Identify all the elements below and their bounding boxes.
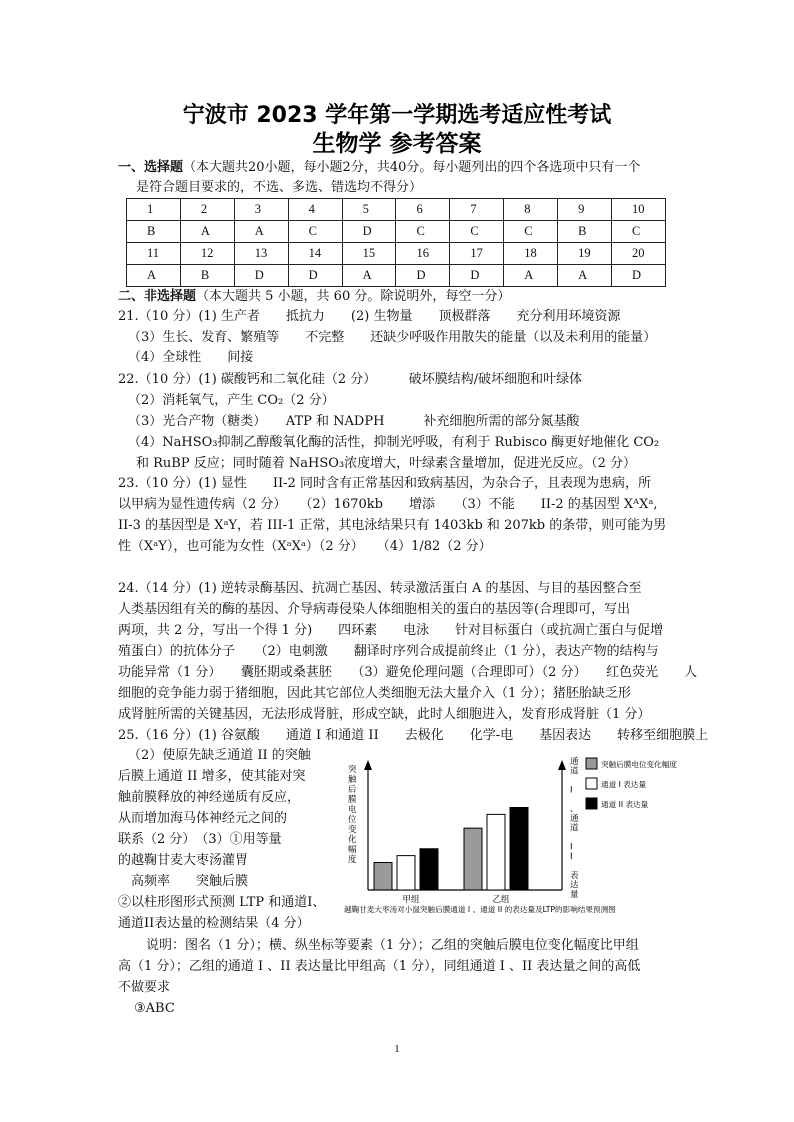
table-cell: C bbox=[612, 221, 666, 243]
table-cell: 20 bbox=[612, 243, 666, 265]
page-number: 1 bbox=[394, 1043, 400, 1055]
chart-legend-label: 通道 I 表达量 bbox=[601, 780, 647, 789]
table-cell: A bbox=[504, 265, 558, 287]
q25-left8: ②以柱形图形式预测 LTP 和通道I、 bbox=[118, 895, 326, 910]
table-cell: 1 bbox=[127, 199, 181, 221]
page-title: 宁波市 2023 学年第一学期选考适应性考试 bbox=[182, 103, 612, 128]
table-cell: 12 bbox=[180, 243, 234, 265]
q25-left3: 触前膜释放的神经递质有反应， bbox=[118, 790, 301, 805]
table-row bbox=[127, 221, 666, 243]
answer-table bbox=[126, 198, 666, 287]
table-cell: C bbox=[396, 221, 450, 243]
q23-line3: II-3 的基因型是 XᵃY，若 III-1 正常，其电泳结果只有 1403kb 和 207kb 的条带，则可能为男 bbox=[118, 518, 667, 533]
chart-ylabel-right: 通道 I 、通道 I I 表达量 bbox=[570, 757, 579, 900]
q25-answer3: ③ABC bbox=[134, 1001, 175, 1016]
table-cell: 6 bbox=[396, 199, 450, 221]
q23-line2: 以甲病为显性遗传病（2 分） （2）1670kb 增添 （3）不能 II-2 的基因型 XᴬXᵃ, bbox=[118, 497, 658, 512]
chart-legend-swatch bbox=[586, 778, 597, 789]
chart-y-axis-arrow bbox=[364, 760, 372, 770]
chart-legend-label: 突触后膜电位变化幅度 bbox=[601, 760, 677, 769]
q24-line1: 24.（14 分）(1) 逆转录酶基因、抗凋亡基因、转录激活蛋白 A 的基因、与目的基因整合至 bbox=[118, 581, 642, 596]
table-cell: 8 bbox=[504, 199, 558, 221]
table-cell: A bbox=[342, 265, 396, 287]
table-cell: D bbox=[342, 221, 396, 243]
table-cell: 18 bbox=[504, 243, 558, 265]
q25-left2: 后膜上通道 II 增多，使其能对突 bbox=[118, 769, 306, 784]
table-row bbox=[127, 265, 666, 287]
table-cell: 2 bbox=[180, 199, 234, 221]
q25-left7: 高频率 突触后膜 bbox=[118, 874, 249, 889]
chart-y-axis-right-arrow bbox=[558, 760, 566, 770]
section2-heading: 二、非选择题 bbox=[118, 289, 197, 304]
q24-line3: 两项，共 2 分，写出一个得 1 分) 四环素 电泳 针对目标蛋白（或抗凋亡蛋白与促增 bbox=[118, 623, 664, 638]
q24-line6: 细胞的竞争能力弱于猪细胞，因此其它部位人类细胞无法大量介入（1 分）；猪胚胎缺乏形 bbox=[118, 686, 631, 701]
prediction-bar-chart bbox=[340, 750, 680, 918]
table-cell: C bbox=[504, 221, 558, 243]
table-cell: B bbox=[558, 221, 612, 243]
page-subtitle: 生物学 参考答案 bbox=[312, 131, 482, 157]
section1-heading: 一、选择题 bbox=[118, 160, 184, 175]
q22-line5: 和 RuBP 反应；同时随着 NaHSO₃浓度增大，叶绿素含量增加，促进光反应。（2 分） bbox=[136, 456, 636, 471]
table-cell: D bbox=[396, 265, 450, 287]
chart-bar bbox=[464, 828, 482, 890]
table-cell: D bbox=[234, 265, 288, 287]
section2-desc: 二、非选择题（本大题共 5 小题，共 60 分。除说明外，每空一分） bbox=[118, 289, 511, 304]
table-cell: 17 bbox=[450, 243, 504, 265]
table-row bbox=[127, 243, 666, 265]
table-cell: 10 bbox=[612, 199, 666, 221]
q21-line3: （4）全球性 间接 bbox=[128, 350, 254, 365]
table-cell: 4 bbox=[288, 199, 342, 221]
chart-bar bbox=[510, 808, 528, 891]
chart-x-tick-label: 甲组 bbox=[402, 895, 420, 905]
q22-line4: （4）NaHSO₃抑制乙醇酸氧化酶的活性，抑制光呼吸，有利于 Rubisco 酶更好地催化 CO₂ bbox=[128, 435, 660, 450]
table-cell: 9 bbox=[558, 199, 612, 221]
table-cell: 16 bbox=[396, 243, 450, 265]
table-cell: C bbox=[288, 221, 342, 243]
q21-line1: 21.（10 分）(1) 生产者 抵抗力 (2) 生物量 顶极群落 充分利用环境资源 bbox=[118, 309, 621, 324]
table-cell: 14 bbox=[288, 243, 342, 265]
q21-line2: （3）生长、发育、繁殖等 不完整 还缺少呼吸作用散失的能量（以及未利用的能量） bbox=[128, 330, 657, 345]
table-cell: 3 bbox=[234, 199, 288, 221]
q25-note3: 不做要求 bbox=[118, 980, 171, 995]
chart-x-tick-label: 乙组 bbox=[492, 895, 510, 905]
table-cell: A bbox=[558, 265, 612, 287]
table-cell: B bbox=[127, 221, 181, 243]
table-row bbox=[127, 199, 666, 221]
q22-line3: （3）光合产物（糖类） ATP 和 NADPH 补充细胞所需的部分氮基酸 bbox=[128, 414, 580, 429]
chart-bar bbox=[397, 856, 415, 890]
chart-legend-swatch bbox=[586, 758, 597, 769]
q24-line4: 殖蛋白）的抗体分子 （2）电刺激 翻译时序列合成提前终止（1 分），表达产物的结构与 bbox=[118, 644, 659, 659]
table-cell: A bbox=[234, 221, 288, 243]
q25-line1: 25.（16 分）(1) 谷氨酸 通道 I 和通道 II 去极化 化学-电 基因表达 转移至细胞膜上 bbox=[118, 728, 709, 743]
table-cell: 5 bbox=[342, 199, 396, 221]
q25-left9: 通道II表达量的检测结果（4 分） bbox=[118, 916, 310, 931]
table-cell: C bbox=[450, 221, 504, 243]
table-cell: 13 bbox=[234, 243, 288, 265]
section1-desc-line1: 一、选择题（本大题共20小题，每小题2分，共40分。每小题列出的四个各选项中只有一个 bbox=[118, 160, 641, 175]
q23-line1: 23.（10 分）(1) 显性 II-2 同时含有正常基因和致病基因，为杂合子，且表现为患病，所 bbox=[118, 476, 651, 491]
table-cell: 11 bbox=[127, 243, 181, 265]
table-cell: D bbox=[450, 265, 504, 287]
q25-left5: 联系（2 分） （3）①用等量 bbox=[118, 832, 282, 847]
q22-line1: 22.（10 分）(1) 碳酸钙和二氧化硅（2 分） 破坏膜结构/破坏细胞和叶绿体 bbox=[118, 372, 583, 387]
q25-left4: 从而增加海马体神经元之间的 bbox=[118, 811, 288, 826]
table-cell: A bbox=[180, 221, 234, 243]
q24-line7: 成肾脏所需的关键基因，无法形成肾脏，形成空缺，此时人细胞进入，发育形成肾脏（1 分） bbox=[118, 707, 651, 722]
chart-legend-swatch bbox=[586, 798, 597, 809]
table-cell: 15 bbox=[342, 243, 396, 265]
chart-bar bbox=[374, 863, 392, 891]
table-cell: B bbox=[180, 265, 234, 287]
q25-note2: 高（1 分）；乙组的通道 I 、II 表达量比甲组高（1 分），同组通道 I 、II 表达量之间的高低 bbox=[118, 959, 641, 974]
chart-legend-label: 通道 II 表达量 bbox=[601, 800, 649, 809]
table-cell: 19 bbox=[558, 243, 612, 265]
chart-bar bbox=[420, 849, 438, 890]
q24-line2: 人类基因组有关的酶的基因、介导病毒侵染人体细胞相关的蛋白的基因等(合理即可，写出 bbox=[118, 602, 631, 617]
table-cell: A bbox=[127, 265, 181, 287]
q25-left6: 的越鞠甘麦大枣汤灌胃 bbox=[118, 853, 249, 868]
table-cell: 7 bbox=[450, 199, 504, 221]
table-cell: D bbox=[612, 265, 666, 287]
chart-ylabel-left: 突触后膜电位变化幅度 bbox=[348, 765, 357, 865]
q22-line2: （2）消耗氧气，产生 CO₂（2 分） bbox=[128, 393, 335, 408]
chart-title: 越鞠甘麦大枣汤对小鼠突触后膜通道 I 、通道 II 的表达量及LTP的影响结果预测图 bbox=[344, 905, 616, 914]
section1-desc-line2: 是符合题目要求的，不选、多选、错选均不得分） bbox=[136, 180, 423, 195]
chart-bar bbox=[487, 814, 505, 890]
q25-note1: 说明：图名（1 分）；横、纵坐标等要素（1 分）；乙组的突触后膜电位变化幅度比甲组 bbox=[146, 938, 639, 953]
q23-line4: 性（XᵃY），也可能为女性（XᵃXᵃ）（2 分） （4）1/82（2 分） bbox=[118, 539, 492, 554]
q24-line5: 功能异常（1 分） 囊胚期或桑葚胚 （3）避免伦理问题（合理即可）（2 分） 红色荧光 人 bbox=[118, 665, 698, 680]
q25-left1: （2）使原先缺乏通道 II 的突触 bbox=[128, 748, 311, 763]
table-cell: D bbox=[288, 265, 342, 287]
